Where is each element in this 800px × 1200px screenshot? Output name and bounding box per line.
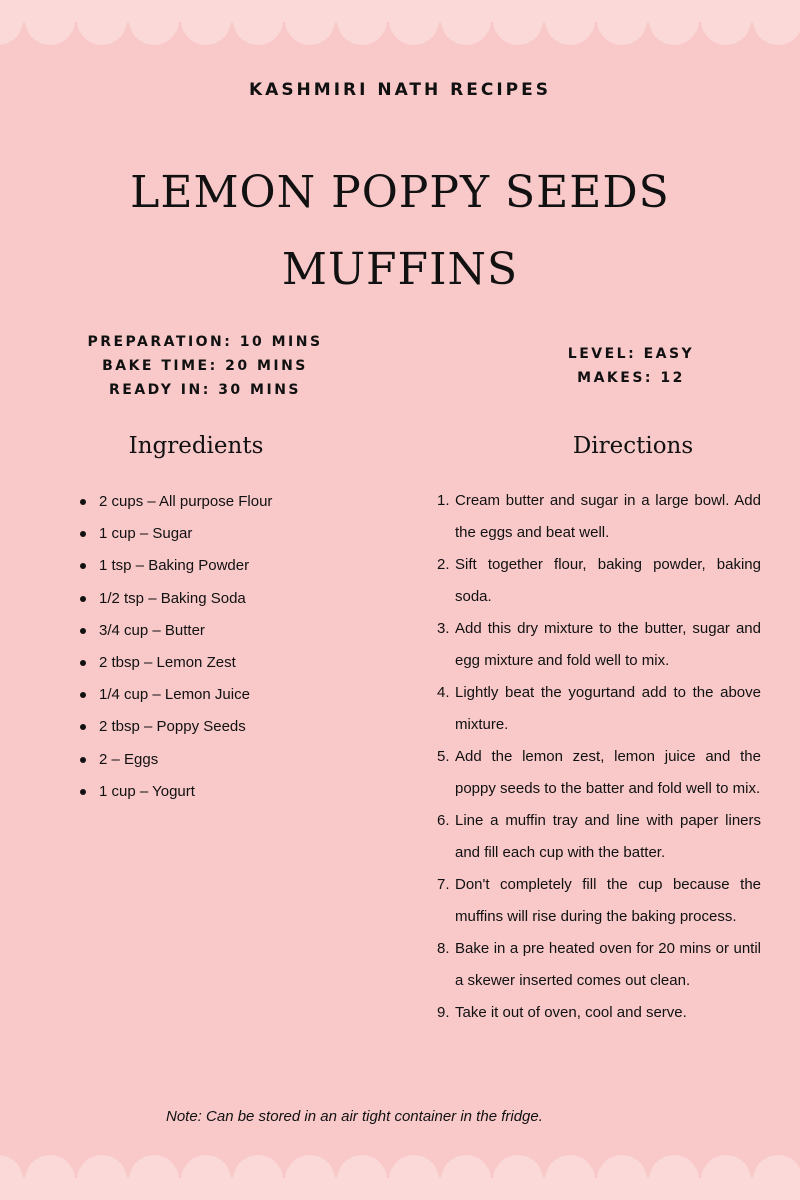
direction-step: [437, 805, 761, 869]
ingredient-item: 1 tsp – Baking Powder: [78, 550, 272, 582]
step-text: Bake in a pre heated oven for 20 mins or until a skewer inserted comes out clean.: [455, 940, 761, 989]
step-text: Take it out of oven, cool and serve.: [455, 1004, 687, 1021]
difficulty-level: LEVEL: EASY: [567, 346, 695, 362]
step-number: 5.: [437, 748, 450, 765]
bullet-icon: [80, 789, 86, 795]
recipe-title: [0, 154, 800, 308]
step-number: 7.: [437, 876, 450, 893]
ingredient-item: 1 cup – Sugar: [78, 518, 272, 550]
direction-step: [437, 869, 761, 933]
step-text: Line a muffin tray and line with paper liners and fill each cup with the batter.: [455, 812, 761, 861]
bullet-icon: [80, 660, 86, 666]
ingredient-item: 2 – Eggs: [78, 744, 272, 776]
step-text: Lightly beat the yogurtand add to the above mixture.: [455, 684, 761, 733]
direction-step: [437, 997, 761, 1029]
step-number: 4.: [437, 684, 450, 701]
ingredients-list: [78, 486, 272, 808]
ingredient-item: 2 cups – All purpose Flour: [78, 486, 272, 518]
direction-step: [437, 549, 761, 613]
level-info: [481, 342, 781, 390]
step-text: Don't completely fill the cup because the muffins will rise during the baking process.: [455, 876, 761, 925]
direction-step: [437, 741, 761, 805]
brand-name: KASHMIRI NATH RECIPES: [248, 80, 551, 100]
bullet-icon: [80, 596, 86, 602]
ingredient-item: 3/4 cup – Butter: [78, 615, 272, 647]
bullet-icon: [80, 531, 86, 537]
step-text: Sift together flour, baking powder, baking soda.: [455, 556, 761, 605]
bullet-icon: [80, 724, 86, 730]
recipe-title-line-1: LEMON POPPY SEEDS: [130, 167, 670, 218]
bullet-icon: [80, 499, 86, 505]
directions-list: [437, 485, 761, 1029]
ingredients-heading: Ingredients: [128, 433, 264, 459]
top-scallop-border: [0, 0, 800, 48]
bullet-icon: [80, 692, 86, 698]
direction-step: [437, 485, 761, 549]
step-number: 8.: [437, 940, 450, 957]
step-text: Cream butter and sugar in a large bowl. Add the eggs and beat well.: [455, 492, 761, 541]
directions-heading: Directions: [572, 433, 694, 459]
storage-note: Note: Can be stored in an air tight container in the fridge.: [166, 1108, 543, 1125]
ready-in-time: READY IN: 30 MINS: [109, 382, 301, 398]
step-text: Add this dry mixture to the butter, sugar and egg mixture and fold well to mix.: [455, 620, 761, 669]
step-number: 9.: [437, 1004, 450, 1021]
direction-step: [437, 613, 761, 677]
step-number: 3.: [437, 620, 450, 637]
recipe-title-line-2: MUFFINS: [281, 244, 519, 295]
ingredient-item: 2 tbsp – Poppy Seeds: [78, 711, 272, 743]
bullet-icon: [80, 628, 86, 634]
time-info: [55, 330, 355, 402]
ingredient-item: 1 cup – Yogurt: [78, 776, 272, 808]
bottom-scallop-border: [0, 1152, 800, 1200]
bullet-icon: [80, 757, 86, 763]
ingredient-item: 2 tbsp – Lemon Zest: [78, 647, 272, 679]
ingredient-item: 1/4 cup – Lemon Juice: [78, 679, 272, 711]
direction-step: [437, 933, 761, 997]
direction-step: [437, 677, 761, 741]
bullet-icon: [80, 563, 86, 569]
bake-time: BAKE TIME: 20 MINS: [102, 358, 308, 374]
step-text: Add the lemon zest, lemon juice and the poppy seeds to the batter and fold well to mix.: [455, 748, 761, 797]
yield-count: MAKES: 12: [577, 370, 685, 386]
step-number: 2.: [437, 556, 450, 573]
step-number: 6.: [437, 812, 450, 829]
preparation-time: PREPARATION: 10 MINS: [87, 334, 323, 350]
ingredient-item: 1/2 tsp – Baking Soda: [78, 583, 272, 615]
step-number: 1.: [437, 492, 450, 509]
